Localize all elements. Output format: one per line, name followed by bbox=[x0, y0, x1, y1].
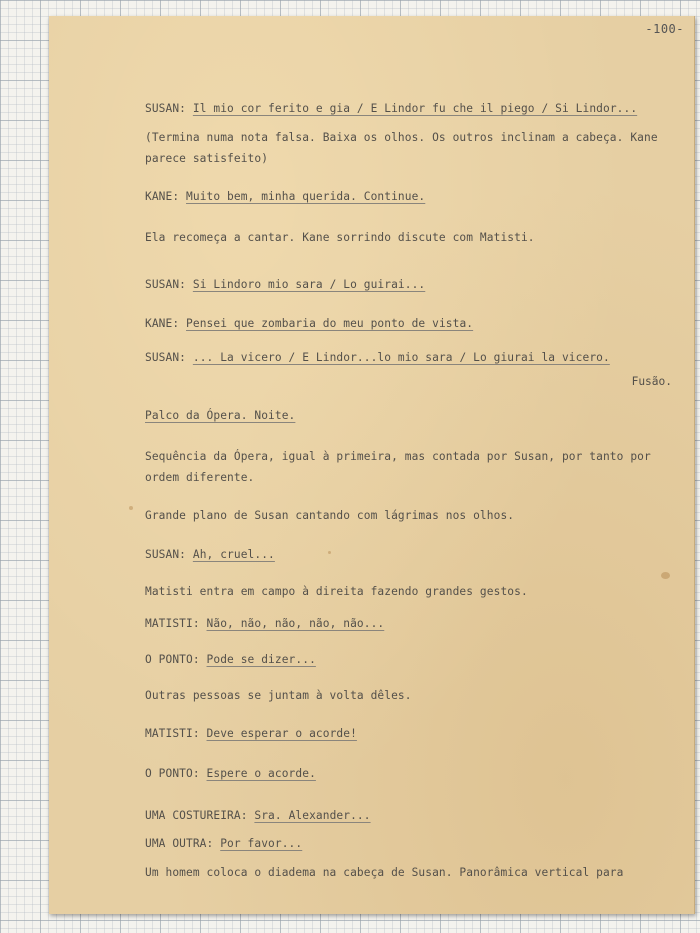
dialogue-line bbox=[145, 98, 665, 119]
speaker-label: MATISTI: bbox=[145, 617, 200, 630]
dialogue-line bbox=[145, 805, 665, 826]
dialogue-text: Deve esperar o acorde! bbox=[206, 727, 357, 740]
dialogue-text: Por favor... bbox=[220, 837, 303, 850]
speaker-label: KANE: bbox=[145, 317, 180, 330]
speaker-label: SUSAN: bbox=[145, 351, 187, 364]
speaker-label: UMA COSTUREIRA: bbox=[145, 809, 248, 822]
dialogue-line bbox=[145, 313, 665, 334]
typewritten-page bbox=[49, 16, 695, 914]
scene-heading: Palco da Ópera. Noite. bbox=[145, 409, 296, 422]
transition-label: Fusão. bbox=[631, 375, 672, 388]
stage-direction: Matisti entra em campo à direita fazendo grandes gestos. bbox=[145, 585, 528, 598]
dialogue-text: Espere o acorde. bbox=[206, 767, 316, 780]
speaker-label: UMA OUTRA: bbox=[145, 837, 214, 850]
speaker-label: KANE: bbox=[145, 190, 180, 203]
dialogue-text: Pensei que zombaria do meu ponto de vista. bbox=[186, 317, 474, 330]
speaker-label: MATISTI: bbox=[145, 727, 200, 740]
dialogue-text: ... La vicero / E Lindor...lo mio sara / Lo giurai la vicero. bbox=[192, 351, 610, 364]
dialogue-text: Sra. Alexander... bbox=[254, 809, 371, 822]
stage-direction: Sequência da Ópera, igual à primeira, mas contada por Susan, por tanto por ordem diferente. bbox=[145, 450, 651, 484]
ink-speck bbox=[129, 506, 133, 510]
ink-stain bbox=[661, 572, 670, 579]
dialogue-line bbox=[145, 186, 665, 207]
speaker-label: SUSAN: bbox=[145, 548, 187, 561]
dialogue-line bbox=[145, 274, 665, 295]
dialogue-line bbox=[145, 544, 665, 565]
speaker-label: SUSAN: bbox=[145, 102, 187, 115]
dialogue-text: Pode se dizer... bbox=[206, 653, 316, 666]
stage-direction: Ela recomeça a cantar. Kane sorrindo discute com Matisti. bbox=[145, 231, 535, 244]
dialogue-line bbox=[145, 649, 665, 670]
stage-direction: Grande plano de Susan cantando com lágrimas nos olhos. bbox=[145, 509, 515, 522]
dialogue-text: Não, não, não, não, não... bbox=[206, 617, 385, 630]
speaker-label: SUSAN: bbox=[145, 278, 187, 291]
dialogue-line bbox=[145, 723, 665, 744]
dialogue-text: Il mio cor ferito e gia / E Lindor fu che il piego / Si Lindor... bbox=[192, 102, 638, 115]
stage-direction: Outras pessoas se juntam à volta dêles. bbox=[145, 689, 412, 702]
speaker-label: O PONTO: bbox=[145, 767, 200, 780]
page-number: -100- bbox=[645, 22, 684, 36]
dialogue-text: Muito bem, minha querida. Continue. bbox=[186, 190, 426, 203]
dialogue-line bbox=[145, 833, 665, 854]
stage-direction: Um homem coloca o diadema na cabeça de Susan. Panorâmica vertical para bbox=[145, 866, 624, 879]
dialogue-line bbox=[145, 763, 665, 784]
speaker-label: O PONTO: bbox=[145, 653, 200, 666]
dialogue-line bbox=[145, 347, 665, 368]
dialogue-text: Si Lindoro mio sara / Lo guirai... bbox=[192, 278, 426, 291]
dialogue-line bbox=[145, 613, 665, 634]
dialogue-text: Ah, cruel... bbox=[192, 548, 275, 561]
stage-direction: (Termina numa nota falsa. Baixa os olhos. Os outros inclinam a cabeça. Kane parece satisfeito) bbox=[145, 131, 658, 165]
